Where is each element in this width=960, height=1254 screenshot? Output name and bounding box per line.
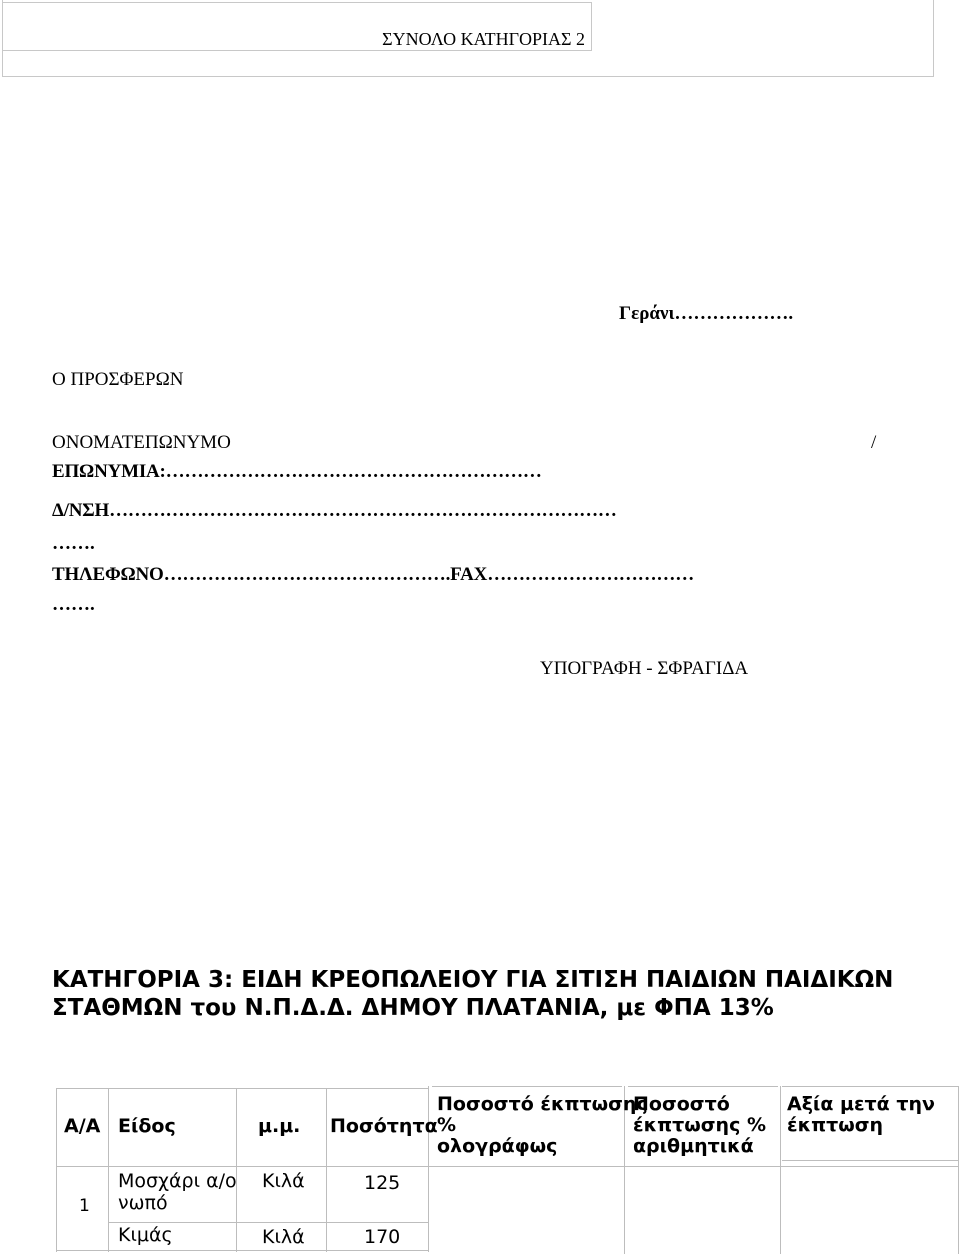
address-field-continuation: ……. (52, 533, 95, 554)
signature-stamp-label: ΥΠΟΓΡΑΦΗ - ΣΦΡΑΓΙΔΑ (540, 658, 749, 679)
header-item: Είδος (118, 1115, 176, 1137)
table-row-2-item: Κιμάς (118, 1224, 173, 1246)
table-row-1-aa: 1 (79, 1196, 90, 1216)
table-row-2-quantity: 170 (364, 1226, 401, 1248)
header-unit: μ.μ. (258, 1115, 301, 1137)
category-heading-line1: ΚΑΤΗΓΟΡΙΑ 3: ΕΙΔΗ ΚΡΕΟΠΩΛΕΙΟΥ ΓΙΑ ΣΙΤΙΣΗ ΠΑΙΔΙΩΝ ΠΑΙΔΙΚΩΝ (52, 967, 894, 993)
table-row-1-quantity: 125 (364, 1172, 401, 1194)
place-date-field: Γεράνι………………. (619, 303, 794, 324)
category-heading (52, 966, 892, 1022)
company-field: ΕΠΩΝΥΜΙΑ:…………………………………………………… (52, 461, 542, 482)
category-total-label: ΣΥΝΟΛΟ ΚΑΤΗΓΟΡΙΑΣ 2 (382, 29, 585, 49)
table-row-1-unit: Κιλά (262, 1170, 305, 1192)
table-row-1-item: Μοσχάρι α/ο νωπό (118, 1170, 237, 1214)
header-aa: Α/Α (64, 1115, 101, 1137)
header-discount-numeric: Ποσοστό έκπτωσης % αριθμητικά (633, 1093, 766, 1157)
header-quantity: Ποσότητα (330, 1115, 438, 1137)
header-value-after-discount: Αξία μετά την έκπτωση (787, 1093, 935, 1136)
bidder-title: Ο ΠΡΟΣΦΕΡΩΝ (52, 369, 184, 390)
phone-fax-continuation: ……. (52, 594, 95, 615)
category-heading-line2: ΣΤΑΘΜΩΝ του Ν.Π.Δ.Δ. ΔΗΜΟΥ ΠΛΑΤΑΝΙΑ, με ΦΠΑ 13% (52, 995, 774, 1021)
phone-fax-field: ΤΗΛΕΦΩΝΟ……………………………………….FAX…………………………… (52, 564, 694, 585)
table-row-2-unit: Κιλά (262, 1226, 305, 1248)
category-total-box (2, 2, 592, 51)
header-discount-words: Ποσοστό έκπτωσης % ολογράφως (437, 1093, 648, 1157)
address-field: Δ/ΝΣΗ……………………………………………………………………… (52, 500, 617, 521)
name-label: ΟΝΟΜΑΤΕΠΩΝΥΜΟ (52, 432, 231, 453)
name-slash: / (871, 432, 877, 453)
